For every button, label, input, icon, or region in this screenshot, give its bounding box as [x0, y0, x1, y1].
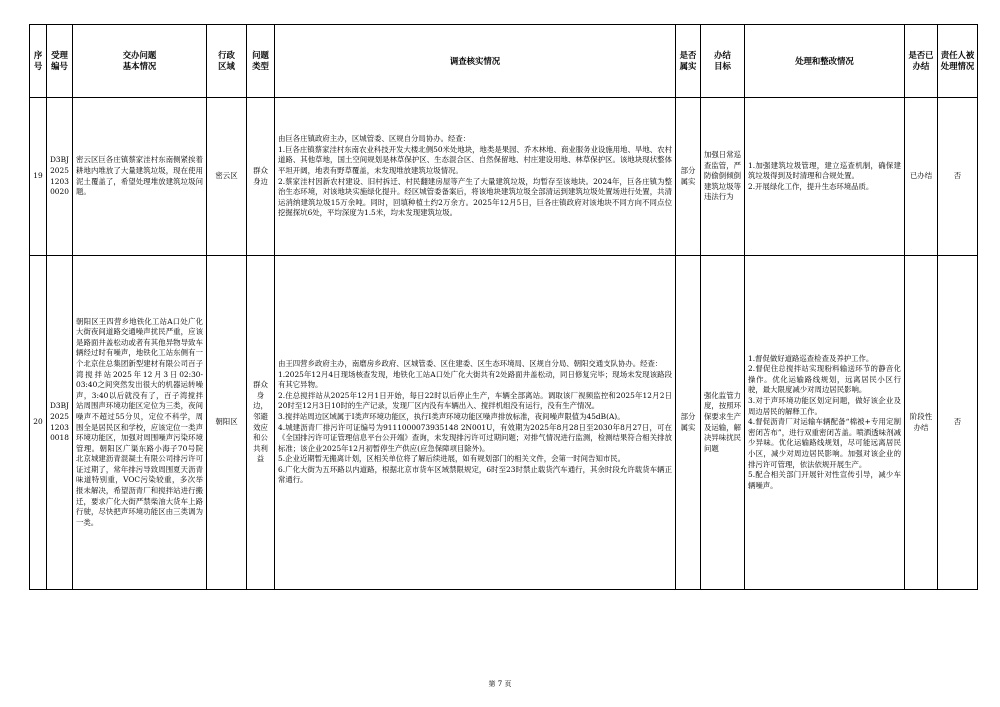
header-no: 序 号	[30, 25, 47, 98]
cell-handling: 1.督促做好道路巡查检查及养护工作。 2.督促住总搅拌站实现粉料输送环节的静音化操作。优化运输路线规划，远离居民小区行驶，最大限度减少对周边居民影响。 3.对于声环境功能区划定问题，做好该企业及周边居民的解释工作。 4.督促沥青厂对运输车辆配备“棉被+专用定制密闭苫布”，进行双重密闭苫盖。喷洒透味剂减少异味。优化运输路线规划，尽可能远离居民小区，减少对周边居民影响。加强对该企业的排污许可管理，依法依规开展生产。 5.配合相关部门开展针对性宣传引导，减少车辆噪声。	[745, 256, 905, 590]
header-issue: 交办问题 基本情况	[73, 25, 207, 98]
cell-goal: 加强日常巡查监管，严防偷倒倾倒建筑垃圾等违法行为	[701, 98, 745, 256]
cell-accountability: 否	[938, 98, 978, 256]
cell-accountability: 否	[938, 256, 978, 590]
cell-accept-no: D3BJ 2025 1203 0020	[47, 98, 73, 256]
cell-issue: 朝阳区王四营乡地铁化工站A口处广化大街夜间道路交通噪声扰民严重，应该是路面井盖松动或者有其他异物导致车辆经过时有噪声，地铁化工站东侧有一个北京住总集团新型建材有限公司百子湾搅拌站2025年12月3日02:30-03:40之间突然发出很大的机器运转噪声，3:40以后就没有了，百子湾搅拌站周围声环境功能区定位为三类，夜间噪声不超过55分贝，定位不科学，周围全是居民区和学校，应该定位一类声环境功能区，加强对周围噪声污染环境管理。朝阳区广渠东路小海子70号院北京城建沥青混凝土有限公司排污许可证过期了，常年排污导致周围夏天沥青味道特别重，VOC污染较重，多次举报未解决，希望沥青厂和搅拌站进行搬迁，要求广化大街严禁柴油大货车上路行驶，尽快把声环境功能区由三类调为一类。	[73, 256, 207, 590]
case-table	[29, 24, 978, 590]
cell-verified: 部分属实	[676, 98, 701, 256]
header-accountability: 责任人被 处理情况	[938, 25, 978, 98]
header-row	[30, 25, 978, 98]
header-accept-no: 受理 编号	[47, 25, 73, 98]
cell-goal: 强化监管力度，按照环保要求生产及运输，解决异味扰民问题	[701, 256, 745, 590]
cell-type: 群众身边	[247, 98, 275, 256]
cell-investigation: 由王四营乡政府主办，南磨房乡政府、区城管委、区住建委、区生态环境局、区规自分局、朝阳交通支队协办。经查： 1.2025年12月4日现场核查发现，地铁化工站A口处广化大街共有2处路面井盖松动，同日修复完毕；现场未发现该路段有其它异物。 2.住总搅拌站从2025年12月1日开始，每日22时以后停止生产，车辆全部离站。调取该厂视频监控和2025年12月2日20时至12月3日10时的生产记录，发现厂区内没有车辆出入、搅拌机组没有运行，没有生产情况。 3.搅拌站周边区域属于Ⅰ类声环境功能区，执行Ⅰ类声环境功能区噪声排放标准，夜间噪声限值为45dB(A)。 4.城建沥青厂排污许可证编号为9111000073935148 2N001U，有效期为2025年8月28日至2030年8月27日，可在《全国排污许可证管理信息平台公开端》查询，未发现排污许可过期问题；对排气情况进行监测，检测结果符合相关排放标准；该企业2025年12月初暂停生产供应(应急保障项目除外)。 5.企业近期暂无搬离计划，区相关单位将了解后续进展，如有规划部门的相关文件，会第一时间告知市民。 6.广化大街为五环路以内道路，根据北京市货车区域禁限规定，6时至23时禁止载货汽车通行，其余时段允许载货车辆正常通行。	[275, 256, 676, 590]
cell-district: 密云区	[207, 98, 247, 256]
header-goal: 办结 目标	[701, 25, 745, 98]
cell-issue: 密云区巨各庄镇蔡家洼村东南侧紧挨着耕地内堆放了大量建筑垃圾，现在使用泥土覆盖了，希望处理堆放建筑垃圾问题。	[73, 98, 207, 256]
cell-no: 20	[30, 256, 47, 590]
header-verified: 是否 属实	[676, 25, 701, 98]
cell-no: 19	[30, 98, 47, 256]
header-district: 行政 区域	[207, 25, 247, 98]
header-investigation: 调查核实情况	[275, 25, 676, 98]
cell-district: 朝阳区	[207, 256, 247, 590]
page-number: 第 7 页	[488, 680, 512, 688]
table-row	[30, 256, 978, 590]
cell-handling: 1.加强建筑垃圾管理，建立巡查机制，确保建筑垃圾得到及时清理和合规处置。 2.开展绿化工作，提升生态环境品质。	[745, 98, 905, 256]
cell-investigation: 由巨各庄镇政府主办，区城管委、区规自分局协办。经查： 1.巨各庄镇蔡家洼村东南农业科技开发大楼北侧50米处地块，地类是果园、乔木林地、商业服务业设施用地、旱地、农村道路、其他草地，国土空间规划是林草保护区、生态混合区、自然保留地、村庄建设用地、林草保护区。该地块现状整体平坦开阔，地表有野草覆盖，未发现堆放建筑垃圾情况。 2.蔡家洼村因新农村建设、旧村拆迁、村民翻建房屋等产生了大量建筑垃圾，均暂存至该地块。2024年，巨各庄镇为整治生态环境，对该地块实施绿化提升。经区城管委备案后，将该地块建筑垃圾全部清运到建筑垃圾处置场进行处置，共清运消纳建筑垃圾15万余吨。同时，回填种植土约2万余方。2025年12月5日，巨各庄镇政府对该地块不同方向不同点位挖掘探坑6处，平均深度为1.5米，均未发现建筑垃圾。	[275, 98, 676, 256]
header-handling: 处理和整改情况	[745, 25, 905, 98]
header-done: 是否已 办结	[905, 25, 938, 98]
cell-verified: 部分属实	[676, 256, 701, 590]
cell-done: 已办结	[905, 98, 938, 256]
cell-done: 阶段性办结	[905, 256, 938, 590]
header-type: 问题 类型	[247, 25, 275, 98]
table-row	[30, 98, 978, 256]
cell-accept-no: D3BJ 2025 1203 0018	[47, 256, 73, 590]
cell-type: 群众身边，邻避效应和公共利益	[247, 256, 275, 590]
